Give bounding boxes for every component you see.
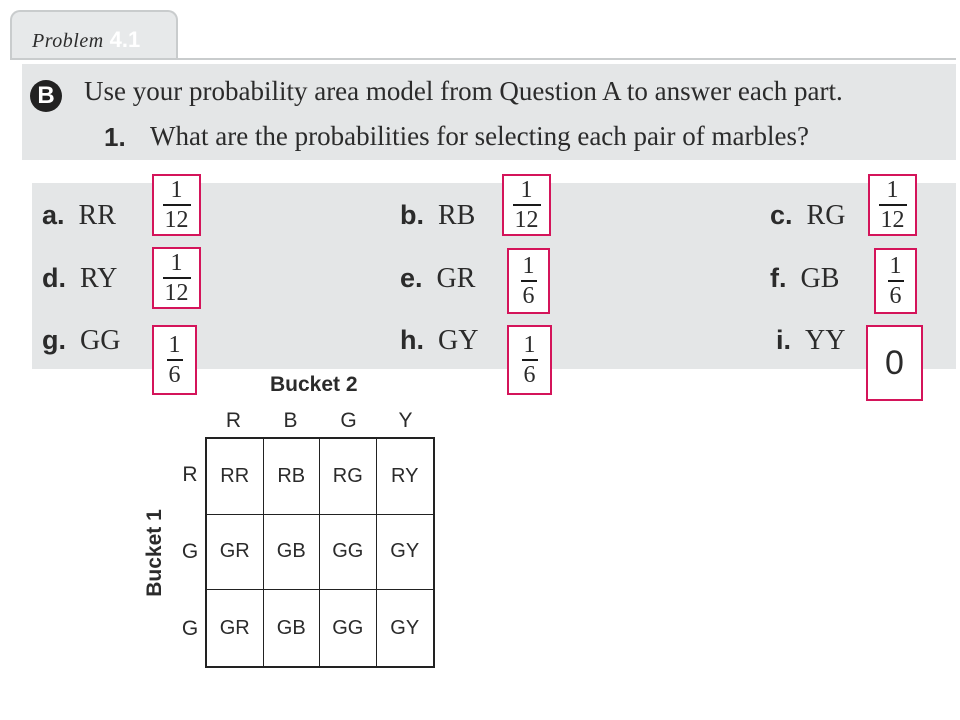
column-header-y: Y	[398, 409, 413, 432]
part-letter: i.	[776, 325, 792, 355]
numerator: 1	[889, 253, 902, 279]
question-text: Use your probability area model from Question A to answer each part.	[84, 76, 843, 106]
part-letter: e.	[400, 263, 423, 293]
subquestion-number: 1.	[104, 122, 126, 152]
grid-cell: GR	[207, 515, 264, 591]
part-c	[770, 200, 845, 232]
numerator: 1	[520, 177, 533, 203]
part-d	[42, 263, 117, 295]
part-h	[400, 325, 478, 357]
part-letter: a.	[42, 200, 65, 230]
part-i	[776, 325, 845, 357]
part-pair: RY	[80, 263, 118, 294]
answer-box-f	[874, 248, 917, 314]
denominator: 12	[164, 207, 189, 233]
column-header-g: G	[340, 409, 357, 432]
denominator: 6	[523, 362, 536, 388]
answer-box-a	[152, 174, 201, 236]
part-letter: d.	[42, 263, 66, 293]
subquestion-text: What are the probabilities for selecting each pair of marbles?	[150, 121, 809, 151]
row-header-2: G	[181, 540, 199, 563]
part-e	[400, 263, 475, 295]
problem-number: 4.1	[109, 27, 141, 52]
numerator: 1	[168, 332, 181, 358]
row-header-3: G	[181, 617, 199, 640]
grid-cell: GR	[207, 590, 264, 666]
answer-box-h	[507, 325, 552, 395]
grid-cell: GB	[264, 590, 321, 666]
grid-cell: RG	[320, 439, 377, 515]
denominator: 12	[164, 280, 189, 306]
part-pair: GB	[800, 263, 840, 294]
answer-box-b	[502, 174, 551, 236]
numerator: 1	[522, 253, 535, 279]
part-letter: b.	[400, 200, 424, 230]
grid-cell: RR	[207, 439, 264, 515]
part-letter: c.	[770, 200, 793, 230]
column-header-b: B	[283, 409, 298, 432]
column-header-r: R	[225, 409, 242, 432]
header-rule	[10, 58, 956, 60]
problem-tab	[10, 10, 178, 60]
part-pair: RR	[78, 200, 116, 231]
part-a	[42, 200, 116, 232]
part-pair: GG	[80, 325, 121, 356]
part-letter: f.	[770, 263, 787, 293]
denominator: 6	[522, 283, 535, 309]
part-g	[42, 325, 120, 357]
part-pair: GY	[438, 325, 479, 356]
denominator: 12	[514, 207, 539, 233]
part-f	[770, 263, 839, 295]
part-b	[400, 200, 475, 232]
numerator: 1	[170, 250, 183, 276]
numerator: 1	[886, 177, 899, 203]
answer-box-c	[868, 174, 917, 236]
part-pair: RG	[806, 200, 846, 231]
denominator: 6	[889, 283, 902, 309]
answer-box-e	[507, 248, 550, 314]
grid-cell: RB	[264, 439, 321, 515]
answer-box-d	[152, 247, 201, 309]
numerator: 1	[170, 177, 183, 203]
answer-value: 0	[885, 343, 904, 382]
problem-word: Problem	[32, 30, 104, 52]
problem-label	[32, 27, 140, 54]
part-pair: YY	[805, 325, 846, 356]
answer-box-g	[152, 325, 197, 395]
bucket-1-title: Bucket 1	[143, 509, 166, 597]
denominator: 12	[880, 207, 905, 233]
area-model-grid	[205, 437, 435, 668]
part-pair: GR	[436, 263, 476, 294]
part-pair: RB	[438, 200, 476, 231]
grid-cell: RY	[377, 439, 434, 515]
part-letter: h.	[400, 325, 424, 355]
bucket-2-title: Bucket 2	[270, 373, 358, 396]
grid-cell: GY	[377, 515, 434, 591]
grid-cell: GY	[390, 616, 420, 639]
part-letter: g.	[42, 325, 66, 355]
numerator: 1	[523, 332, 536, 358]
grid-cell: GG	[320, 515, 377, 591]
grid-cell: GB	[264, 515, 321, 591]
question-marker-icon: B	[30, 80, 62, 112]
denominator: 6	[168, 362, 181, 388]
answer-box-i	[866, 325, 923, 401]
grid-cell: GG	[320, 590, 377, 666]
row-header-1: R	[182, 463, 198, 486]
